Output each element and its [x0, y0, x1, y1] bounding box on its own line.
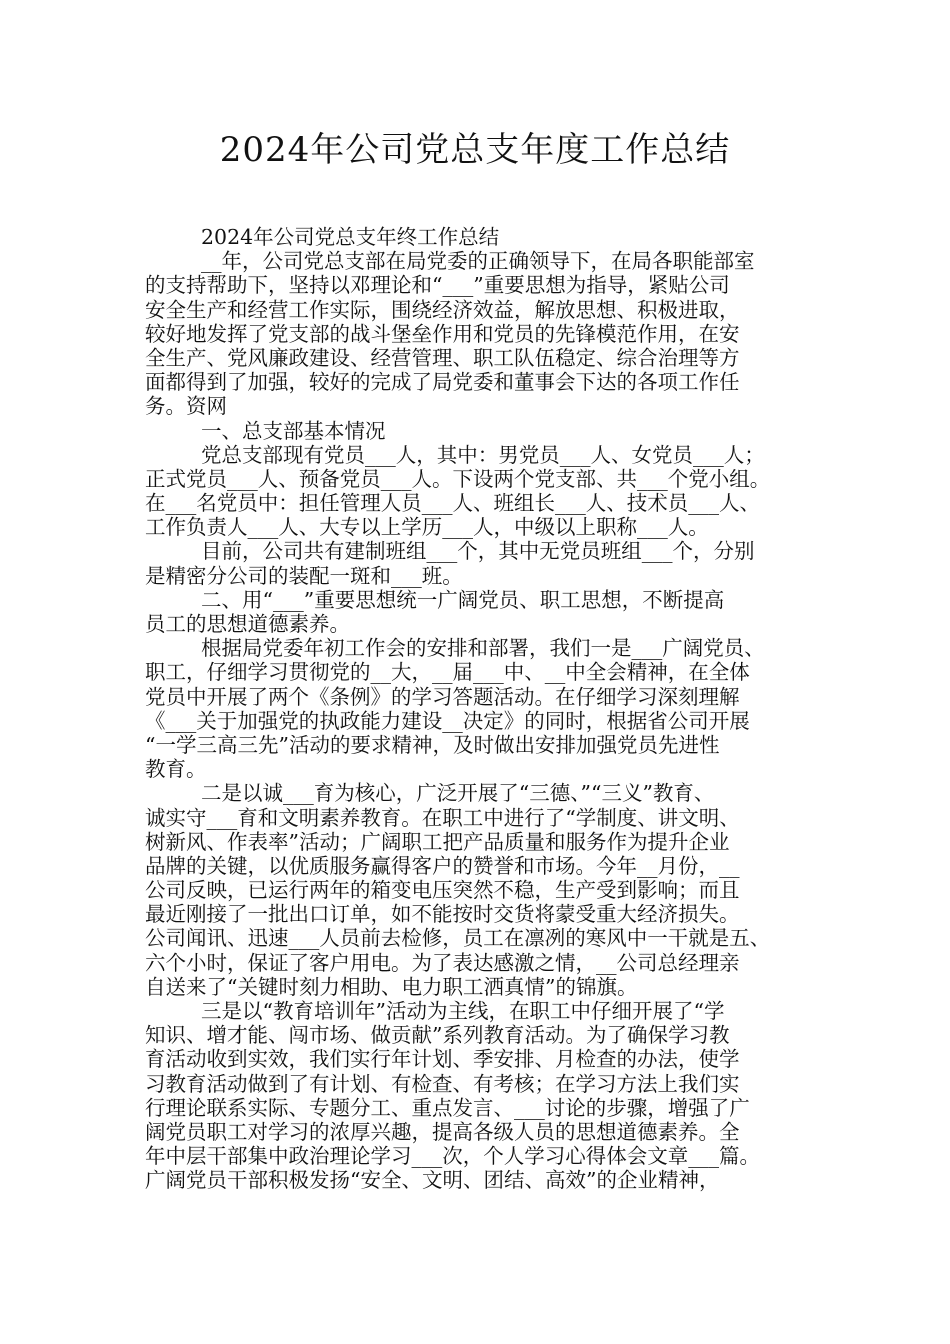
text-line: 二是以诚___育为核心，广泛开展了“三德、”“三义”教育、 [201, 781, 715, 806]
text-line: 树新风、作表率”活动；广阔职工把产品质量和服务作为提升企业 [145, 829, 730, 854]
text-line: 务。资网 [145, 394, 227, 419]
text-line: 二、用“___”重要思想统一广阔党员、职工思想，不断提高 [201, 587, 725, 612]
text-line: 公司闻讯、迅速___人员前去检修，员工在凛冽的寒风中一干就是五、 [145, 926, 771, 951]
text-line: 2024年公司党总支年终工作总结 [201, 225, 500, 249]
text-line: 党员中开展了两个《条例》的学习答题活动。在仔细学习深刻理解 [145, 684, 740, 709]
text-line: 一、总支部基本情况 [201, 418, 386, 443]
text-line: 习教育活动做到了有计划、有检查、有考核；在学习方法上我们实 [145, 1071, 740, 1096]
text-line: 六个小时，保证了客户用电。为了表达感激之情，__公司总经理亲 [145, 950, 740, 975]
text-line: 目前，公司共有建制班组___个，其中无党员班组___个，分别 [201, 539, 755, 564]
text-line: 根据局党委年初工作会的安排和部署，我们一是___广阔党员、 [201, 636, 765, 661]
text-line: 较好地发挥了党支部的战斗堡垒作用和党员的先锋模范作用，在安 [145, 321, 740, 346]
text-line: 职工，仔细学习贯彻党的__大，__届___中、__中全会精神，在全体 [145, 660, 750, 685]
text-line: 行理论联系实际、专题分工、重点发言、___讨论的步骤，增强了广 [145, 1095, 750, 1120]
text-line: 的支持帮助下，坚持以邓理论和“___”重要思想为指导，紧贴公司 [145, 273, 730, 298]
text-line: 最近刚接了一批出口订单，如不能按时交货将蒙受重大经济损失。 [145, 902, 740, 927]
text-line: 阔党员职工对学习的浓厚兴趣，提高各级人员的思想道德素养。全 [145, 1119, 740, 1144]
text-line: 正式党员___人、预备党员___人。下设两个党支部、共___个党小组。 [145, 466, 771, 491]
text-line: 自送来了“关键时刻力相助、电力职工洒真情”的锦旗。 [145, 974, 638, 999]
text-line: 党总支部现有党员___人，其中：男党员___人、女党员___人； [201, 442, 765, 467]
text-line: 三是以“教育培训年”活动为主线，在职工中仔细开展了“学 [201, 999, 725, 1023]
text-line: 全生产、党风廉政建设、经营管理、职工队伍稳定、综合治理等方 [145, 345, 740, 370]
text-line: 广阔党员干部积极发扬“安全、文明、团结、高效”的企业精神， [145, 1168, 720, 1193]
text-line: __年，公司党总支部在局党委的正确领导下，在局各职能部室 [201, 249, 755, 274]
text-line: 工作负责人___人、大专以上学历___人，中级以上职称___人。 [145, 515, 709, 540]
text-line: 品牌的关键，以优质服务赢得客户的赞誉和市场。今年__月份，__ [145, 853, 740, 878]
text-line: “一学三高三先”活动的要求精神，及时做出安排加强党员先进性 [145, 732, 720, 757]
text-line: 在___名党员中：担任管理人员___人、班组长___人、技术员___人、 [145, 491, 760, 516]
text-line: 是精密分公司的装配一斑和___班。 [145, 563, 463, 588]
text-line: 《___关于加强党的执政能力建设__决定》的同时，根据省公司开展 [145, 708, 750, 733]
document-body [145, 225, 807, 1193]
text-line: 安全生产和经营工作实际，围绕经济效益，解放思想、积极进取， [145, 297, 740, 322]
text-line: 诚实守___育和文明素养教育。在职工中进行了“学制度、讲文明、 [145, 805, 740, 830]
text-line: 面都得到了加强，较好的完成了局党委和董事会下达的各项工作任 [145, 370, 740, 395]
text-line: 公司反映，已运行两年的箱变电压突然不稳，生产受到影响；而且 [145, 878, 740, 903]
text-line: 员工的思想道德素养。 [145, 612, 350, 636]
text-line: 年中层干部集中政治理论学习___次，个人学习心得体会文章___篇。 [145, 1144, 760, 1169]
document-title: 2024年公司党总支年度工作总结 [219, 130, 731, 170]
text-line: 教育。 [145, 757, 207, 782]
text-line: 知识、增才能、闯市场、做贡献”系列教育活动。为了确保学习教 [145, 1023, 730, 1048]
text-line: 育活动收到实效，我们实行年计划、季安排、月检查的办法，使学 [145, 1047, 740, 1072]
